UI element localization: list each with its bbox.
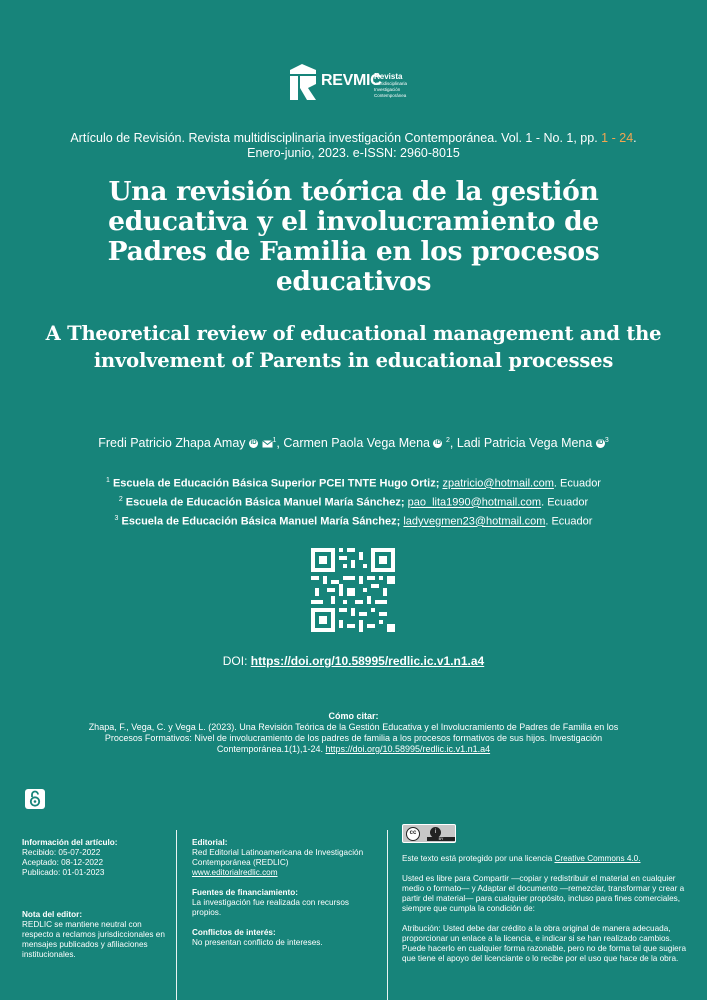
affiliation-3 bbox=[30, 512, 677, 529]
author-3-sup: 3 bbox=[604, 437, 609, 444]
aff-email-link[interactable]: zpatricio@hotmail.com bbox=[442, 477, 554, 490]
how-to-cite-link[interactable]: https://doi.org/10.58995/redlic.ic.v1.n1.a4 bbox=[325, 744, 491, 754]
footer-license bbox=[402, 824, 692, 964]
authors: Fredi Patricio Zhapa Amay iD $^1$, Carmen Paola Vega Mena iD $^2$, Ladi Patricia Vega Mena iD $^3$ bbox=[98, 436, 609, 451]
journal-logo bbox=[288, 64, 422, 104]
attribution-icon: i bbox=[430, 827, 441, 838]
revmic-logo-icon bbox=[288, 64, 318, 100]
conflicts-title: Conflictos de interés: bbox=[192, 928, 276, 937]
orcid-icon[interactable]: iD bbox=[250, 440, 257, 447]
footer-editorial bbox=[192, 838, 378, 948]
author-2-sup: 2 bbox=[445, 437, 450, 444]
aff-country: . Ecuador bbox=[545, 515, 593, 528]
page-end: 24 bbox=[619, 131, 634, 145]
editorial-link[interactable]: www.editorialredlic.com bbox=[192, 868, 278, 877]
doi-label: DOI: bbox=[222, 654, 248, 668]
article-header-citation: Artículo de Revisión. Revista multidisciplinaria investigación Contemporánea. Vol. 1 - No. 1, pp. 1 - 24. Enero-junio, 2023. e-ISSN: 2960-8015 bbox=[70, 131, 637, 160]
doi bbox=[30, 654, 677, 668]
conflicts-text: No presentan conflicto de intereses. bbox=[192, 938, 323, 947]
aff-sup: 2 bbox=[118, 496, 123, 503]
date-published: Publicado: 01-01-2023 bbox=[22, 868, 105, 877]
aff-country: . Ecuador bbox=[541, 496, 589, 509]
aff-email-link[interactable]: ladyvegmen23@hotmail.com bbox=[403, 515, 546, 528]
doi-link[interactable]: https://doi.org/10.58995/redlic.ic.v1.n1.a4 bbox=[250, 654, 485, 668]
affiliation-1 bbox=[30, 474, 677, 491]
orcid-icon[interactable]: iD bbox=[597, 440, 604, 447]
license-intro: Este texto está protegido por una licencia bbox=[402, 854, 553, 863]
open-access-icon bbox=[25, 789, 45, 809]
orcid-icon[interactable]: iD bbox=[434, 440, 441, 447]
page-separator: - bbox=[611, 131, 616, 145]
aff-country: . Ecuador bbox=[553, 477, 601, 490]
author-1: Fredi Patricio Zhapa Amay bbox=[98, 436, 246, 451]
qr-code-icon[interactable] bbox=[311, 548, 395, 632]
editor-note-title: Nota del editor: bbox=[22, 910, 83, 919]
by-label: BY bbox=[427, 837, 455, 841]
aff-school: Escuela de Educación Básica Superior PCEI TNTE Hugo Ortiz; bbox=[112, 477, 440, 490]
how-to-cite-title: Cómo citar: bbox=[328, 711, 379, 721]
date-received: Recibido: 05-07-2022 bbox=[22, 848, 101, 857]
affiliation-2 bbox=[30, 493, 677, 510]
footer-article-info bbox=[22, 838, 172, 960]
open-access-lock-icon bbox=[25, 789, 45, 809]
aff-sup: 3 bbox=[114, 515, 119, 522]
how-to-cite-text bbox=[88, 722, 619, 755]
aff-school: Escuela de Educación Básica Manuel María Sánchez; bbox=[125, 496, 405, 509]
footer-divider bbox=[387, 830, 388, 1000]
aff-email-link[interactable]: pao_lita1990@hotmail.com bbox=[407, 496, 542, 509]
citation-prefix: Artículo de Revisión. Revista multidisciplinaria investigación Contemporánea. Vol. 1 - No. 1, pp. bbox=[70, 131, 598, 145]
logo-word-investigacion: Investigación Contemporánea bbox=[374, 87, 407, 98]
license-attribution-text: Atribución: Usted debe dar crédito a la obra original de manera adecuada, proporcionar un enlace a la licencia, e indicar si se han realizado cambios. Puede hacerlo en cualquier forma razonable, pero no de forma tal que sugiera que tiene el apoyo del licenciante o lo recibe por el uso que hace de la obra. bbox=[402, 924, 687, 963]
aff-sup: 1 bbox=[106, 477, 110, 484]
how-to-cite-body: Zhapa, F., Vega, C. y Vega L. (2023). Una Revisión Teórica de la Gestión Educativa y el Involucramiento de Padres de Familia en los Procesos Formativos: Nivel de involucramiento de los padres de familia a los procesos formativos de sus hijos. Investigación Contemporánea.1(1),1-24. bbox=[88, 722, 619, 754]
date-accepted: Aceptado: 08-12-2022 bbox=[22, 858, 104, 867]
author-3: Ladi Patricia Vega Mena bbox=[456, 436, 593, 451]
funding-title: Fuentes de financiamiento: bbox=[192, 888, 298, 897]
page-start: 1 bbox=[601, 131, 609, 145]
aff-school: Escuela de Educación Básica Manuel María Sánchez; bbox=[121, 515, 401, 528]
mail-icon[interactable] bbox=[262, 440, 273, 448]
license-link[interactable]: Creative Commons 4.0. bbox=[554, 854, 641, 863]
logo-name: REVMIC bbox=[321, 72, 382, 89]
cc-icon: cc bbox=[406, 827, 420, 841]
title-spanish: Una revisión teórica de la gestión educativa y el involucramiento de Padres de Familia en los procesos educativos bbox=[107, 176, 600, 297]
funding-text: La investigación fue realizada con recursos propios. bbox=[192, 898, 350, 917]
logo-word-revista: Revista bbox=[374, 72, 403, 81]
logo-subtitle bbox=[374, 73, 422, 99]
info-title: Información del artículo: bbox=[22, 838, 118, 847]
editor-note-text: REDLIC se mantiene neutral con respecto a reclamos jurisdiccionales en mensajes publicados y afiliaciones institucionales. bbox=[22, 920, 165, 959]
cc-by-license-icon[interactable] bbox=[402, 824, 456, 843]
author-2: Carmen Paola Vega Mena bbox=[283, 436, 430, 451]
author-1-sup: 1 bbox=[272, 437, 277, 444]
issue-period: Enero-junio, 2023. e-ISSN: 2960-8015 bbox=[247, 146, 460, 160]
logo-word-multidisciplinaria: Multidisciplinaria bbox=[374, 81, 408, 86]
title-english: A Theoretical review of educational management and the involvement of Parents in educational processes bbox=[45, 322, 662, 372]
editorial-text: Red Editorial Latinoamericana de Investigación Contemporánea (REDLIC) bbox=[192, 848, 364, 867]
license-share-text: Usted es libre para Compartir —copiar y redistribuir el material en cualquier medio o formato— y Adaptar el documento —remezclar, transformar y crear a partir del material— para cualquier propósito, incluso para fines comerciales, siempre que cumpla la condición de: bbox=[402, 874, 685, 913]
editorial-title: Editorial: bbox=[192, 838, 228, 847]
footer-divider bbox=[176, 830, 177, 1000]
